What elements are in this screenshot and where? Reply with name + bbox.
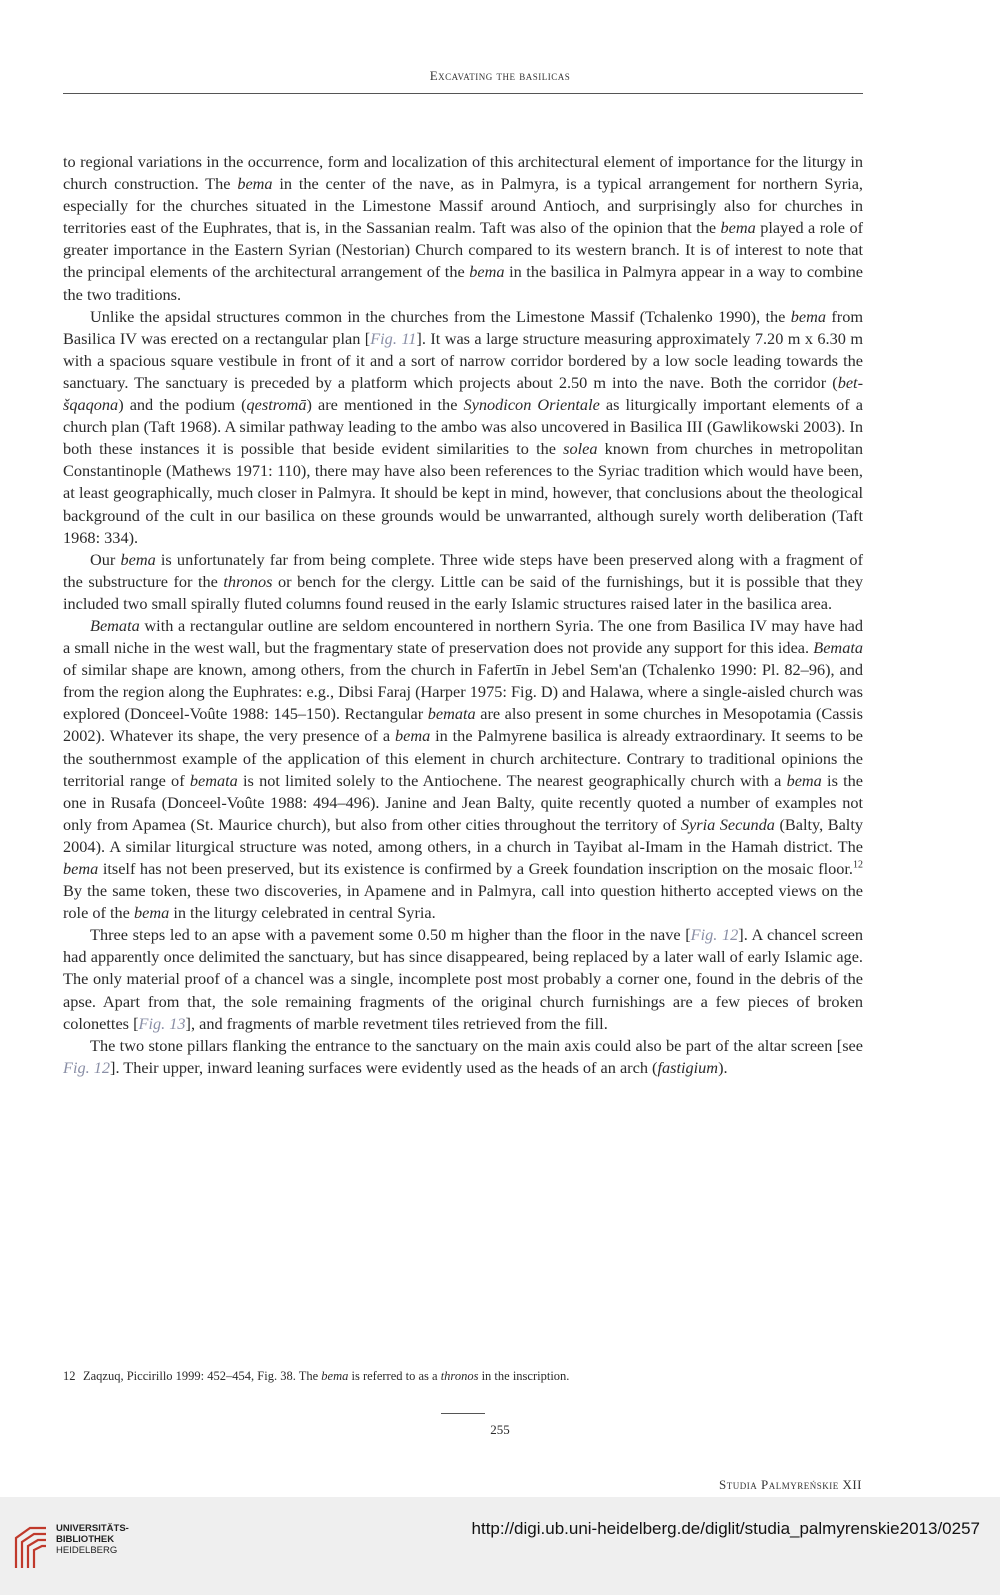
text-run: in the center of the nave, as in Palmyra, is a typical arrangement for northern Syria, especially for the churches situated in the Limestone Massif around Antioch, and surprisingly also for churches in territories east of the Euphrates, that is, in the Sassanian realm. Taft was also of the opinion that the	[63, 174, 863, 238]
text-run: is not limited solely to the Antiochene. The nearest geographically church with a	[237, 770, 787, 790]
paragraph	[63, 924, 863, 1034]
text-run: as liturgically important elements of a church plan (Taft 1968). A similar pathway leading to the ambo was also uncovered in Basilica III (Gawlikowski 2003). In both these instances it is possible that beside evident similarities to the	[63, 395, 863, 459]
text-run: or bench for the clergy. Little can be said of the furnishings, but it is possible that they included two small spirally fluted columns found reused in the early Islamic structures raised later in the basilica area.	[63, 571, 864, 613]
paragraph	[63, 1035, 863, 1079]
italic-term: solea	[563, 439, 598, 459]
italic-term: thronos	[440, 1369, 479, 1383]
library-name-line: HEIDELBERG	[56, 1545, 118, 1556]
italic-term: thronos	[223, 571, 273, 591]
text-run: in the inscription.	[478, 1369, 570, 1383]
italic-term: bema	[469, 262, 505, 282]
text-run: ], and fragments of marble revetment tiles retrieved from the fill.	[185, 1013, 608, 1033]
text-run: Unlike the apsidal structures common in the churches from the Limestone Massif (Tchalenko 1990), the	[90, 306, 791, 326]
footnote-text	[83, 1369, 569, 1383]
series-title: Studia Palmyreńskie XII	[719, 1477, 862, 1492]
text-run: ).	[718, 1057, 728, 1077]
text-run: are also present in some churches in Mesopotamia (Cassis 2002). Whatever its shape, the very presence of a	[63, 704, 863, 746]
header-rule	[63, 93, 863, 94]
body-text	[63, 151, 863, 1079]
text-run: ]. It was a large structure measuring approximately 7.20 m x 6.30 m with a spacious square vestibule in front of it and a sort of narrow corridor bordered by a low socle leading towards the sanctuary. The sanctuary is preceded by a platform which projects about 2.50 m into the nave. Both the corridor (	[63, 328, 863, 392]
italic-term: bema	[790, 306, 826, 326]
paragraph	[63, 151, 863, 306]
text-run: in the basilica in Palmyra appear in a way to combine the two traditions.	[63, 262, 863, 304]
text-run: ) and the podium (	[118, 395, 247, 415]
italic-term: Bemata	[90, 615, 140, 635]
source-url-link[interactable]: http://digi.ub.uni-heidelberg.de/diglit/studia_palmyrenskie2013/0257	[471, 1519, 980, 1538]
text-run: in the liturgy celebrated in central Syria.	[169, 903, 436, 923]
text-run: Our	[90, 549, 121, 569]
figure-reference[interactable]: Fig. 11	[370, 328, 417, 348]
text-run: to regional variations in the occurrence, form and localization of this architectural element of importance for the liturgy in church construction. The	[63, 152, 863, 194]
library-name-line: BIBLIOTHEK	[56, 1534, 115, 1545]
text-run: with a rectangular outline are seldom encountered in northern Syria. The one from Basilica IV may have had a small niche in the west wall, but the fragmentary state of preservation does not provide any support for this idea.	[63, 615, 863, 658]
italic-term: Syria Secunda	[680, 814, 775, 834]
italic-term: bemata	[189, 770, 238, 790]
text-run: ]. Their upper, inward leaning surfaces were evidently used as the heads of an arch (	[110, 1057, 658, 1077]
footnote-marker: 12	[853, 859, 863, 871]
text-run: The two stone pillars flanking the entrance to the sanctuary on the main axis could also be part of the altar screen [see	[90, 1035, 863, 1055]
italic-term: bema	[237, 174, 273, 194]
library-name-line: UNIVERSITÄTS-	[56, 1523, 129, 1534]
italic-term: bema	[321, 1369, 349, 1383]
page-number: 255	[490, 1422, 510, 1437]
italic-term: bet-šqaqona	[63, 372, 863, 415]
text-run: Three steps led to an apse with a pavement some 0.50 m higher than the floor in the nave [	[90, 925, 691, 945]
italic-term: bema	[786, 770, 822, 790]
text-run: itself has not been preserved, but its existence is confirmed by a Greek foundation inscription on the mosaic floor.	[98, 859, 853, 878]
text-run: is referred to as a	[348, 1369, 441, 1383]
library-name	[56, 1523, 129, 1556]
italic-term: bema	[120, 549, 156, 569]
page-number-rule	[441, 1413, 485, 1414]
text-run: of similar shape are known, among others, from the church in Fafertīn in Jebel Sem'an (Tchalenko 1990: Pl. 82–96), and from the region along the Euphrates: e.g., Dibsi Faraj (Harper 1975: Fig. D) and Halawa, where a single-aisled church was explored (Donceel-Voûte 1988: 145–150). Rectangular	[63, 660, 863, 724]
italic-term: bemata	[427, 704, 476, 724]
italic-term: bema	[63, 859, 99, 878]
text-run: Zaqzuq, Piccirillo 1999: 452–454, Fig. 38. The	[83, 1369, 322, 1383]
figure-reference[interactable]: Fig. 12	[63, 1057, 111, 1077]
italic-term: Synodicon Orientale	[463, 395, 600, 415]
paragraph	[63, 549, 863, 615]
paragraph	[63, 615, 863, 924]
italic-term: fastigium	[657, 1057, 719, 1077]
text-run: is unfortunately far from being complete. Three wide steps have been preserved along with a fragment of the substructure for the	[63, 549, 863, 591]
italic-term: bema	[133, 903, 170, 923]
ub-heidelberg-logo-icon	[10, 1524, 52, 1570]
text-run: ]. A chancel screen had apparently once delimited the sanctuary, but has since disappeared, being replaced by a later wall of early Islamic age. The only material proof of a chancel was a single, incomplete post most probably a corner one, found in the debris of the apse. Apart from that, the sole remaining fragments of the original church furnishings are a few pieces of broken colonettes [	[63, 925, 864, 1033]
text-run: is the one in Rusafa (Donceel-Voûte 1988: 494–496). Janine and Jean Balty, quite recently quoted a number of examples not only from Apamea (St. Maurice church), but also from other cities throughout the territory of	[63, 770, 864, 834]
footnote-number: 12	[63, 1369, 76, 1383]
italic-term: bema	[720, 218, 756, 238]
italic-term: qestromā	[246, 395, 307, 415]
text-run: (Balty, Balty 2004). A similar liturgical structure was noted, among others, in a church in Tayibat al-Imam in the Hamah district. The	[63, 814, 863, 856]
text-run: from Basilica IV was erected on a rectangular plan [	[63, 306, 863, 348]
running-head: Excavating the basilicas	[429, 68, 571, 83]
text-run: played a role of greater importance in the Eastern Syrian (Nestorian) Church compared to its western branch. It is of interest to note that the principal elements of the architectural arrangement of the	[63, 218, 864, 282]
footnote	[63, 1367, 863, 1385]
paragraph	[63, 306, 863, 549]
text-run: ) are mentioned in the	[306, 395, 464, 415]
italic-term: Bemata	[813, 638, 863, 658]
figure-reference[interactable]: Fig. 12	[690, 925, 739, 945]
italic-term: bema	[394, 726, 431, 746]
text-run: By the same token, these two discoveries, in Apamene and in Palmyra, call into question hitherto accepted views on the role of the	[63, 881, 863, 923]
figure-reference[interactable]: Fig. 13	[138, 1013, 186, 1033]
text-run: in the Palmyrene basilica is already extraordinary. It seems to be the southernmost example of the application of this element in church architecture. Contrary to traditional opinions the territorial range of	[63, 726, 864, 790]
library-footer	[0, 1497, 1000, 1595]
text-run: known from churches in metropolitan Constantinople (Mathews 1971: 110), there may have also been references to the Syriac tradition which would have been, at least geographically, much closer in Palmyra. It should be kept in mind, however, that conclusions about the theological background of the cult in our basilica on these grounds would be unwarranted, although surely worth deliberation (Taft 1968: 334).	[63, 439, 863, 547]
